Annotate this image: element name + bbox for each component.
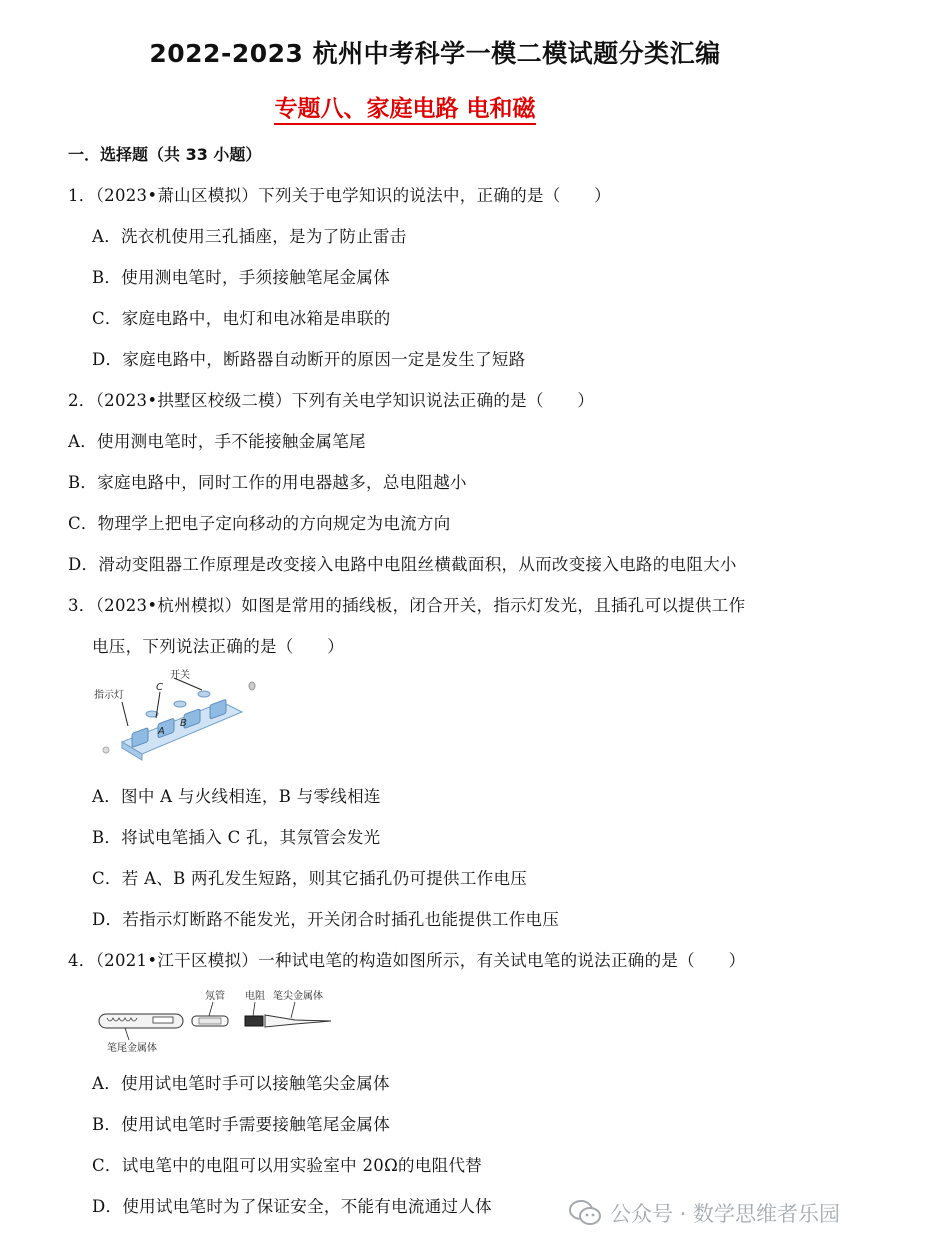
label-tip-metal: 笔尖金属体 [273,991,323,1002]
subtitle-text: 专题八、家庭电路 电和磁 [274,96,535,125]
question-3-option-d: D．若指示灯断路不能发光，开关闭合时插孔也能提供工作电压 [92,910,560,929]
question-4-option-c: C．试电笔中的电阻可以用实验室中 20Ω的电阻代替 [92,1156,483,1175]
watermark-text: 公众号 · 数学思维者乐园 [610,1202,841,1226]
question-4-option-a: A．使用试电笔时手可以接触笔尖金属体 [92,1074,390,1093]
label-resistor: 电阻 [245,991,265,1002]
question-3-stem: 3．（2023•杭州模拟）如图是常用的插线板，闭合开关，指示灯发光，且插孔可以提供工作 [68,596,746,615]
question-3-option-b: B．将试电笔插入 C 孔，其氖管会发光 [92,828,381,847]
wechat-icon [568,1198,602,1228]
label-indicator: 指示灯 [94,690,124,701]
label-tail-metal: 笔尾金属体 [107,1043,157,1054]
document-title: 2022-2023 杭州中考科学一模二模试题分类汇编 [149,39,721,68]
label-b: B [180,718,187,729]
question-1-option-d: D．家庭电路中，断路器自动断开的原因一定是发生了短路 [92,350,526,369]
power-strip-figure [92,664,262,764]
question-3-option-a: A．图中 A 与火线相连，B 与零线相连 [92,787,381,806]
label-c: C [156,682,163,693]
question-1-option-c: C．家庭电路中，电灯和电冰箱是串联的 [92,309,391,328]
question-2-stem: 2．（2023•拱墅区校级二模）下列有关电学知识说法正确的是（ ） [68,391,595,410]
question-2-option-c: C．物理学上把电子定向移动的方向规定为电流方向 [68,514,451,533]
label-switch: 开关 [170,670,190,681]
question-2-option-a: A．使用测电笔时，手不能接触金属笔尾 [68,432,366,451]
question-1-option-a: A．洗衣机使用三孔插座，是为了防止雷击 [92,227,407,246]
test-pen-figure [95,988,335,1058]
question-1-option-b: B．使用测电笔时，手须接触笔尾金属体 [92,268,391,287]
label-a: A [158,726,165,737]
document-subtitle [0,90,810,123]
question-2-option-b: B．家庭电路中，同时工作的用电器越多，总电阻越小 [68,473,467,492]
question-3-option-c: C．若 A、B 两孔发生短路，则其它插孔仍可提供工作电压 [92,869,528,888]
label-neon-tube: 氖管 [205,991,225,1002]
wechat-watermark [568,1196,840,1230]
question-4-option-b: B．使用试电笔时手需要接触笔尾金属体 [92,1115,391,1134]
power-strip-body [103,682,255,760]
question-3-stem-continued: 电压，下列说法正确的是（ ） [92,637,344,656]
test-pen-body [99,1014,331,1028]
question-2-option-d: D．滑动变阻器工作原理是改变接入电路中电阻丝横截面积，从而改变接入电路的电阻大小 [68,555,737,574]
question-1-stem: 1．（2023•萧山区模拟）下列关于电学知识的说法中，正确的是（ ） [68,186,611,205]
question-4-stem: 4．（2021•江干区模拟）一种试电笔的构造如图所示，有关试电笔的说法正确的是（ ） [68,951,746,970]
section-heading: 一．选择题（共 33 小题） [68,145,262,164]
question-4-option-d: D．使用试电笔时为了保证安全，不能有电流通过人体 [92,1197,492,1216]
